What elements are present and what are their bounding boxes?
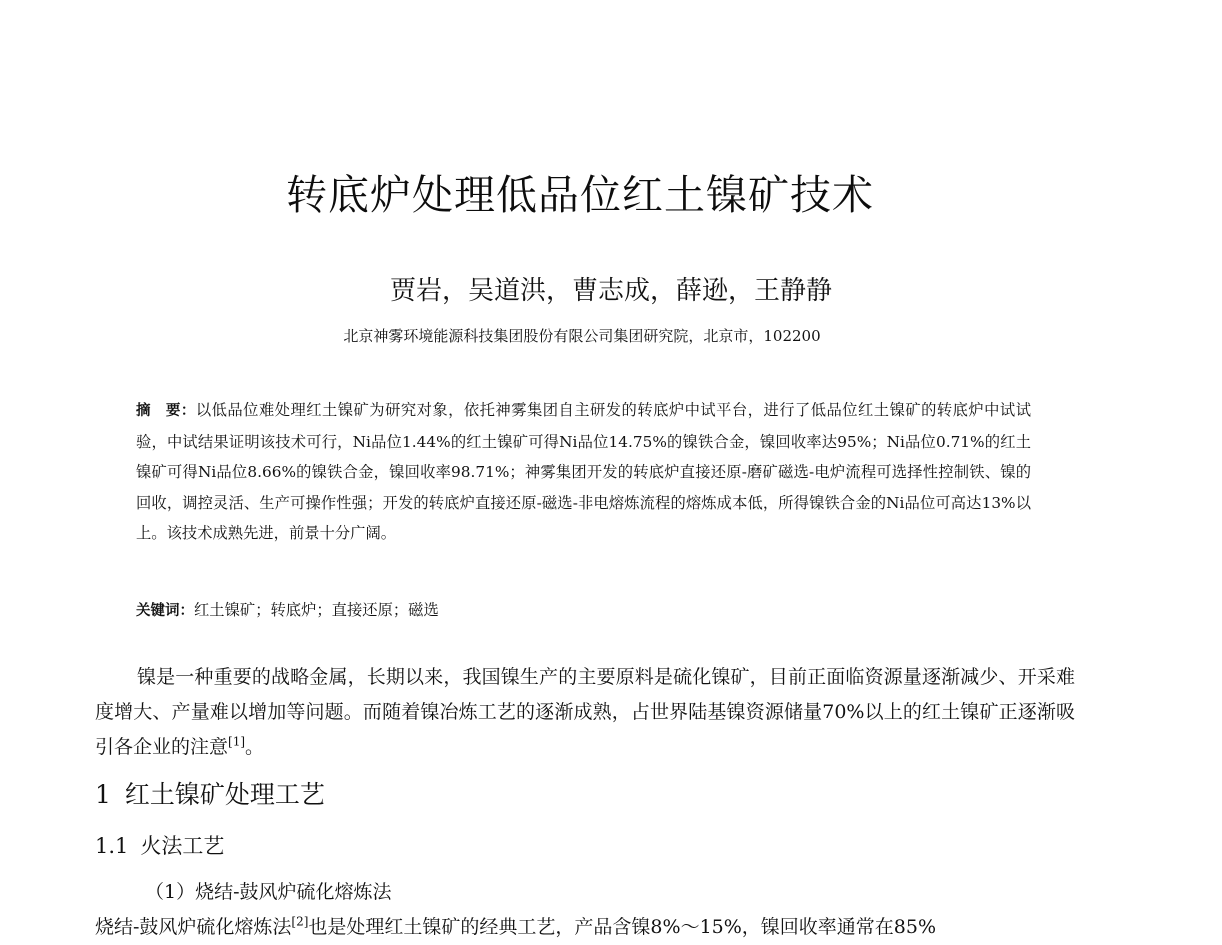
keywords-block [136,598,1031,620]
intro-paragraph [95,660,1075,765]
intro-citation: [1] [228,734,246,749]
abstract-label: 摘 要： [136,403,196,419]
keywords-label: 关键词： [136,603,194,619]
body-text-start: 烧结-鼓风炉硫化熔炼法 [95,916,292,938]
body-text-rest: 也是处理红土镍矿的经典工艺，产品含镍8%～15%，镍回收率通常在85% [308,916,937,938]
section-title: 红土镍矿处理工艺 [124,780,325,809]
author-affiliation: 北京神雾环境能源科技集团股份有限公司集团研究院，北京市，102200 [343,327,821,345]
keywords-text: 红土镍矿；转底炉；直接还原；磁选 [194,601,439,619]
subsection-number: 1.1 [95,834,129,858]
abstract-text: 以低品位难处理红土镍矿为研究对象，依托神雾集团自主研发的转底炉中试平台，进行了低品位红土镍矿的转底炉中试试验，中试结果证明该技术可行，Ni品位1.44%的红土镍矿可得Ni品位14.75%的镍铁合金，镍回收率达95%；Ni品位0.71%的红土镍矿可得Ni品位8.66%的镍铁合金，镍回收率98.71%；神雾集团开发的转底炉直接还原-磨矿磁选-电炉流程可选择性控制铁、镍的回收，调控灵活、生产可操作性强；开发的转底炉直接还原-磁选-非电熔炼流程的熔炼成本低，所得镍铁合金的Ni品位可高达13%以上。该技术成熟先进，前景十分广阔。 [136,401,1031,542]
intro-text: 镍是一种重要的战略金属，长期以来，我国镍生产的主要原料是硫化镍矿，目前正面临资源量逐渐减少、开采难度增大、产量难以增加等问题。而随着镍冶炼工艺的逐渐成熟，占世界陆基镍资源储量70%以上的红土镍矿正逐渐吸引各企业的注意 [95,666,1075,758]
body-paragraph [95,910,1075,945]
author-list: 贾岩，吴道洪，曹志成，薛逊，王静静 [389,276,832,306]
section-heading [95,775,325,811]
abstract-block [136,395,1031,549]
subsection-title: 火法工艺 [140,834,225,858]
item-heading: （1）烧结-鼓风炉硫化熔炼法 [145,881,392,903]
body-citation: [2] [291,914,309,929]
section-number: 1 [95,780,111,809]
paper-title: 转底炉处理低品位红土镍矿技术 [286,171,874,219]
intro-end: 。 [245,736,265,758]
subsection-heading [95,830,224,860]
